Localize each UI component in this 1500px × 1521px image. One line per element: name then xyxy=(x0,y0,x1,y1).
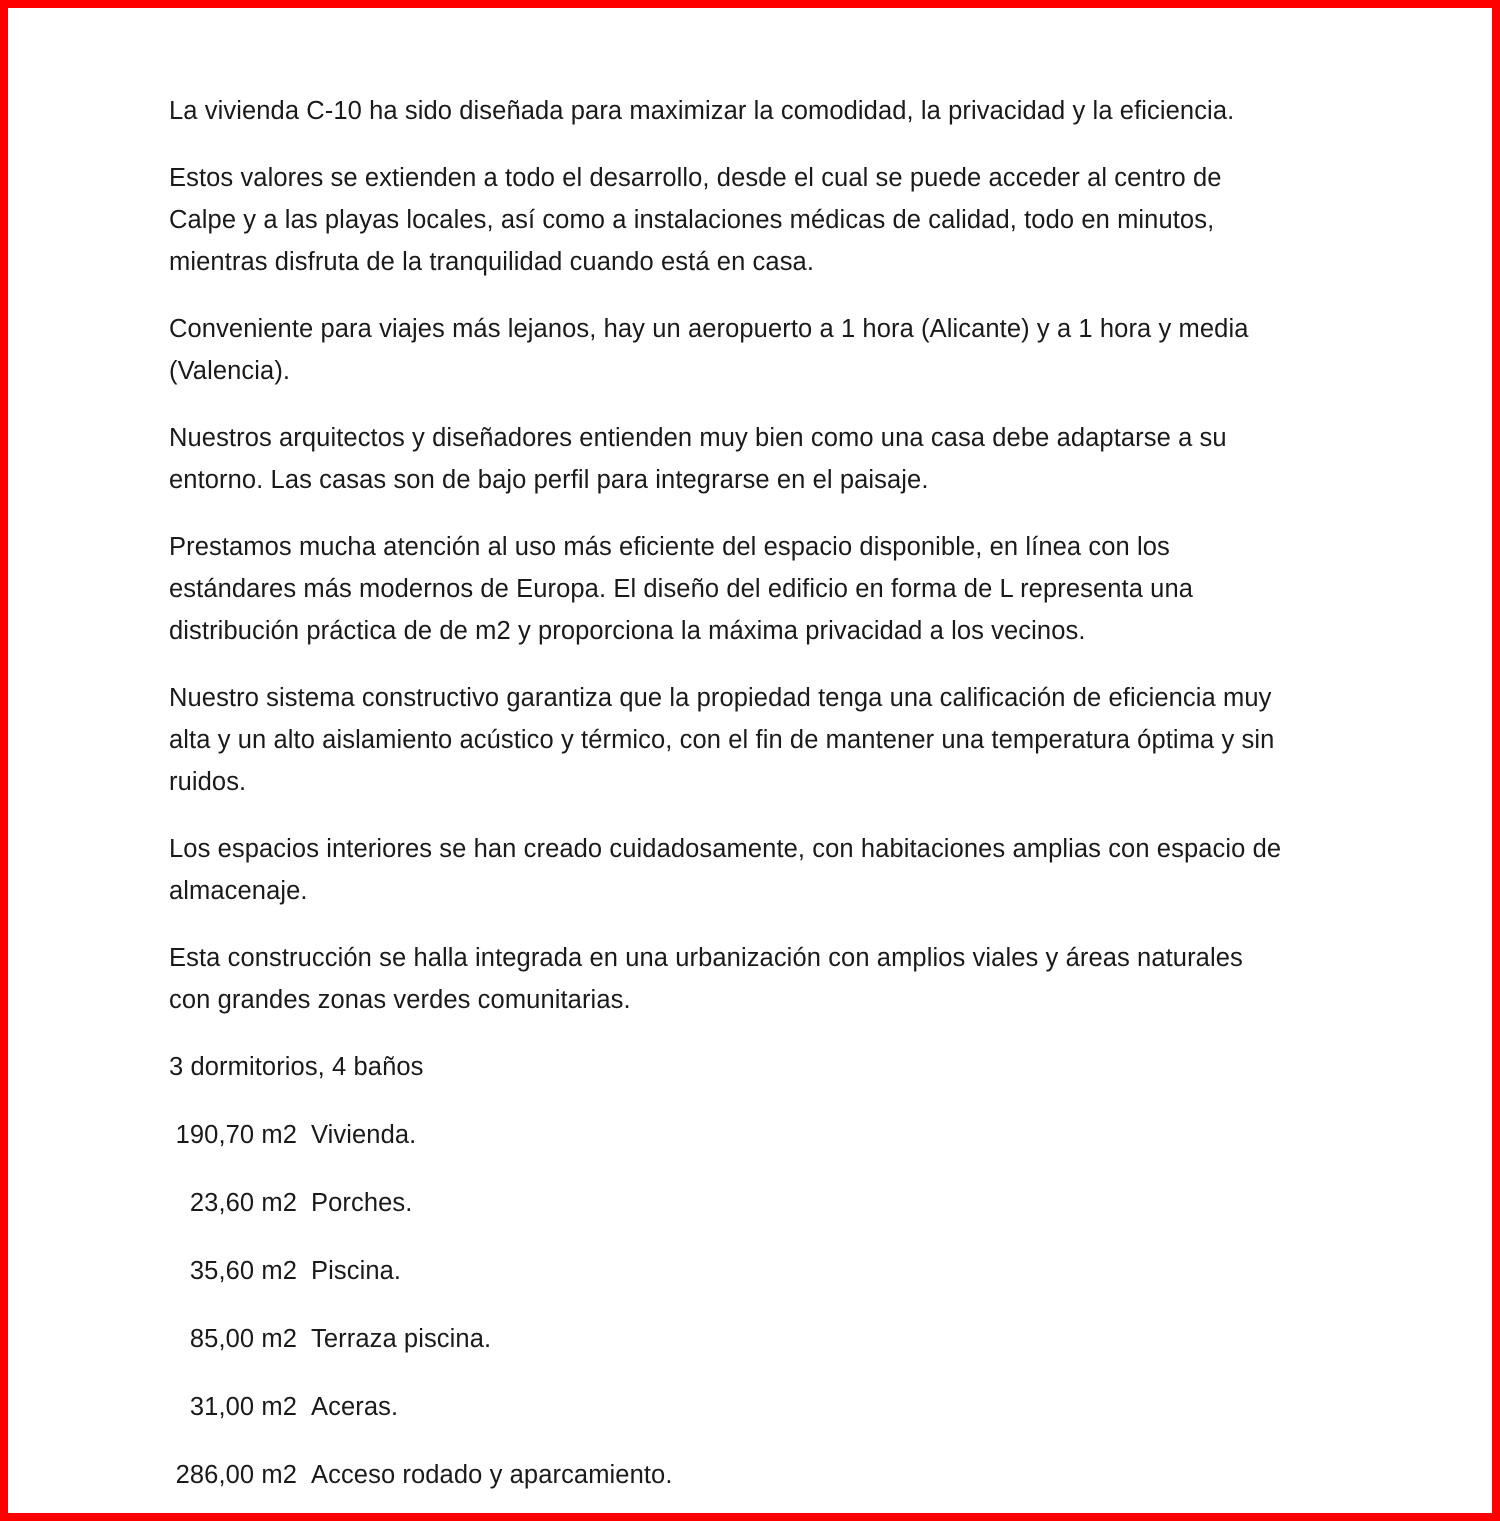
area-row-terraza-piscina xyxy=(169,1318,1289,1360)
paragraph-location: Estos valores se extienden a todo el desarrollo, desde el cual se puede acceder al centro de Calpe y a las playas locales, así como a instalaciones médicas de calidad, todo en minutos, mientras disfruta de la tranquilidad cuando está en casa. xyxy=(169,164,1222,276)
area-label: Vivienda. xyxy=(311,1121,417,1149)
paragraph-space: Prestamos mucha atención al uso más eficiente del espacio disponible, en línea con los estándares más modernos de Europa. El diseño del edificio en forma de L representa una distribución práctica de de m2 y proporciona la máxima privacidad a los vecinos. xyxy=(169,533,1194,645)
area-row-acceso-rodado xyxy=(169,1454,1289,1496)
paragraph-architects: Nuestros arquitectos y diseñadores entienden muy bien como una casa debe adaptarse a su entorno. Las casas son de bajo perfil para integrarse en el paisaje. xyxy=(169,424,1227,494)
document-body xyxy=(169,90,1289,1496)
area-label: Piscina. xyxy=(311,1257,402,1285)
area-value: 31,00 m2 xyxy=(189,1393,297,1421)
area-value: 23,60 m2 xyxy=(189,1189,297,1217)
area-row-piscina xyxy=(169,1250,1289,1292)
area-label: Terraza piscina. xyxy=(311,1325,492,1353)
area-value: 85,00 m2 xyxy=(189,1325,297,1353)
area-value: 286,00 m2 xyxy=(175,1461,297,1489)
area-value: 190,70 m2 xyxy=(175,1121,297,1149)
paragraph-efficiency: Nuestro sistema constructivo garantiza que la propiedad tenga una calificación de eficiencia muy alta y un alto aislamiento acústico y térmico, con el fin de mantener una temperatura óptima y sin ruidos. xyxy=(169,684,1275,796)
area-row-vivienda xyxy=(169,1114,1289,1156)
area-label: Porches. xyxy=(311,1189,413,1217)
paragraph-interiors: Los espacios interiores se han creado cuidadosamente, con habitaciones amplias con espacio de almacenaje. xyxy=(169,835,1282,905)
area-list xyxy=(169,1114,1289,1496)
paragraph-airports: Conveniente para viajes más lejanos, hay un aeropuerto a 1 hora (Alicante) y a 1 hora y media (Valencia). xyxy=(169,315,1249,385)
area-row-aceras xyxy=(169,1386,1289,1428)
paragraph-intro: La vivienda C-10 ha sido diseñada para maximizar la comodidad, la privacidad y la eficiencia. xyxy=(169,97,1235,125)
area-row-porches xyxy=(169,1182,1289,1224)
rooms-summary: 3 dormitorios, 4 baños xyxy=(169,1053,424,1081)
area-value: 35,60 m2 xyxy=(189,1257,297,1285)
paragraph-urbanization: Esta construcción se halla integrada en una urbanización con amplios viales y áreas naturales con grandes zonas verdes comunitarias. xyxy=(169,944,1243,1014)
area-label: Aceras. xyxy=(311,1393,399,1421)
area-label: Acceso rodado y aparcamiento. xyxy=(311,1461,673,1489)
